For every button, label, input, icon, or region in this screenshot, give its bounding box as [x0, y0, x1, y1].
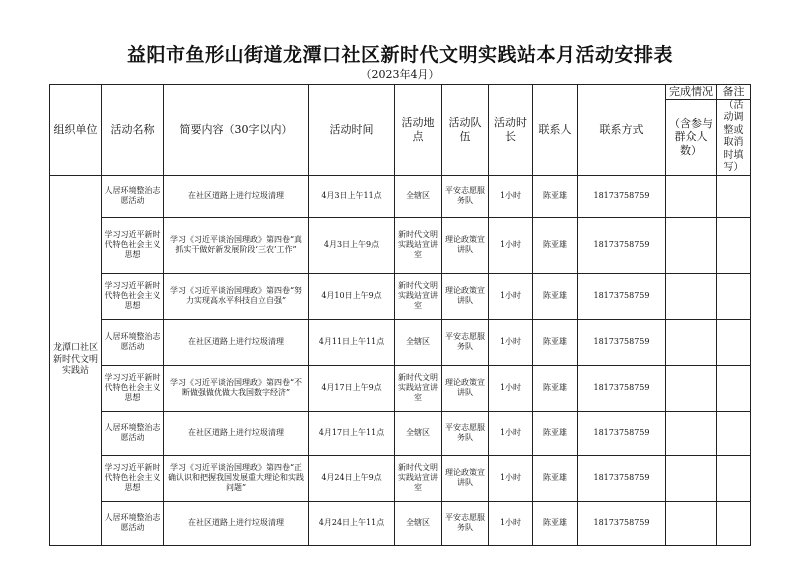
cell-remarks [717, 455, 751, 501]
cell-duration: 1小时 [489, 411, 533, 455]
cell-completion [666, 455, 717, 501]
cell-completion [666, 273, 717, 319]
cell-place: 全辖区 [395, 175, 442, 217]
cell-phone: 18173758759 [578, 217, 666, 273]
cell-time: 4月3日上午11点 [309, 175, 395, 217]
table-row [50, 455, 751, 501]
cell-content: 在社区道路上进行垃圾清理 [164, 175, 309, 217]
table-row [50, 365, 751, 411]
table-row [50, 411, 751, 455]
cell-content: 在社区道路上进行垃圾清理 [164, 411, 309, 455]
cell-place: 全辖区 [395, 411, 442, 455]
cell-team: 理论政策宣讲队 [442, 273, 489, 319]
cell-time: 4月17日上午9点 [309, 365, 395, 411]
cell-phone: 18173758759 [578, 501, 666, 545]
cell-name: 人居环境整治志愿活动 [102, 411, 164, 455]
cell-team: 平安志愿服务队 [442, 319, 489, 365]
cell-completion [666, 175, 717, 217]
cell-place: 新时代文明实践站宣讲室 [395, 217, 442, 273]
cell-remarks [717, 319, 751, 365]
cell-time: 4月24日上午11点 [309, 501, 395, 545]
cell-duration: 1小时 [489, 175, 533, 217]
org-unit-cell: 龙潭口社区新时代文明实践站 [50, 175, 102, 545]
cell-phone: 18173758759 [578, 273, 666, 319]
header-completion: 完成情况 [666, 85, 717, 100]
cell-content: 学习《习近平谈治国理政》第四卷“不断做强做优做大我国数字经济” [164, 365, 309, 411]
cell-team: 平安志愿服务队 [442, 501, 489, 545]
cell-phone: 18173758759 [578, 319, 666, 365]
cell-team: 理论政策宣讲队 [442, 217, 489, 273]
cell-duration: 1小时 [489, 319, 533, 365]
cell-duration: 1小时 [489, 217, 533, 273]
cell-completion [666, 501, 717, 545]
cell-name: 学习习近平新时代特色社会主义思想 [102, 217, 164, 273]
header-remarks: 备注 [717, 85, 751, 100]
cell-time: 4月10日上午9点 [309, 273, 395, 319]
cell-remarks [717, 273, 751, 319]
cell-contact: 陈亚雄 [533, 365, 578, 411]
cell-team: 理论政策宣讲队 [442, 365, 489, 411]
cell-contact: 陈亚雄 [533, 501, 578, 545]
cell-content: 在社区道路上进行垃圾清理 [164, 501, 309, 545]
cell-phone: 18173758759 [578, 411, 666, 455]
header-place: 活动地点 [395, 85, 442, 176]
header-name: 活动名称 [102, 85, 164, 176]
cell-contact: 陈亚雄 [533, 455, 578, 501]
header-org: 组织单位 [50, 85, 102, 176]
document-subtitle: （2023年4月） [360, 68, 440, 81]
cell-name: 学习习近平新时代特色社会主义思想 [102, 273, 164, 319]
cell-team: 平安志愿服务队 [442, 175, 489, 217]
header-contact: 联系人 [533, 85, 578, 176]
cell-time: 4月24日上午9点 [309, 455, 395, 501]
header-remarks-sub: （活动调整或取消时填写） [717, 99, 751, 175]
header-completion-sub: （含参与群众人数） [666, 99, 717, 175]
table-row [50, 273, 751, 319]
cell-completion [666, 319, 717, 365]
table-row [50, 319, 751, 365]
header-phone: 联系方式 [578, 85, 666, 176]
activity-table [49, 84, 751, 546]
cell-remarks [717, 217, 751, 273]
cell-remarks [717, 175, 751, 217]
header-duration: 活动时长 [489, 85, 533, 176]
cell-place: 新时代文明实践站宣讲室 [395, 273, 442, 319]
header-time: 活动时间 [309, 85, 395, 176]
cell-name: 人居环境整治志愿活动 [102, 501, 164, 545]
cell-content: 学习《习近平谈治国理政》第四卷“正确认识和把握我国发展重大理论和实践问题” [164, 455, 309, 501]
cell-completion [666, 217, 717, 273]
cell-duration: 1小时 [489, 455, 533, 501]
cell-phone: 18173758759 [578, 455, 666, 501]
cell-contact: 陈亚雄 [533, 319, 578, 365]
cell-content: 在社区道路上进行垃圾清理 [164, 319, 309, 365]
cell-name: 学习习近平新时代特色社会主义思想 [102, 365, 164, 411]
cell-place: 全辖区 [395, 501, 442, 545]
table-row [50, 501, 751, 545]
cell-duration: 1小时 [489, 501, 533, 545]
cell-remarks [717, 501, 751, 545]
cell-content: 学习《习近平谈治国理政》第四卷“努力实现高水平科技自立自强” [164, 273, 309, 319]
cell-contact: 陈亚雄 [533, 175, 578, 217]
table-row [50, 217, 751, 273]
cell-phone: 18173758759 [578, 365, 666, 411]
cell-time: 4月11日上午11点 [309, 319, 395, 365]
cell-contact: 陈亚雄 [533, 411, 578, 455]
cell-name: 人居环境整治志愿活动 [102, 175, 164, 217]
cell-time: 4月3日上午9点 [309, 217, 395, 273]
cell-place: 新时代文明实践站宣讲室 [395, 365, 442, 411]
header-team: 活动队伍 [442, 85, 489, 176]
document-title: 益阳市鱼形山街道龙潭口社区新时代文明实践站本月活动安排表 [126, 44, 673, 66]
cell-duration: 1小时 [489, 365, 533, 411]
cell-phone: 18173758759 [578, 175, 666, 217]
cell-contact: 陈亚雄 [533, 217, 578, 273]
cell-content: 学习《习近平谈治国理政》第四卷“真抓实干做好新发展阶段‘三农’工作” [164, 217, 309, 273]
cell-duration: 1小时 [489, 273, 533, 319]
cell-team: 平安志愿服务队 [442, 411, 489, 455]
cell-completion [666, 411, 717, 455]
cell-team: 理论政策宣讲队 [442, 455, 489, 501]
cell-name: 人居环境整治志愿活动 [102, 319, 164, 365]
cell-time: 4月17日上午11点 [309, 411, 395, 455]
cell-remarks [717, 365, 751, 411]
table-row [50, 175, 751, 217]
cell-completion [666, 365, 717, 411]
cell-place: 全辖区 [395, 319, 442, 365]
cell-contact: 陈亚雄 [533, 273, 578, 319]
cell-name: 学习习近平新时代特色社会主义思想 [102, 455, 164, 501]
cell-remarks [717, 411, 751, 455]
cell-place: 新时代文明实践站宣讲室 [395, 455, 442, 501]
header-content: 简要内容（30字以内） [164, 85, 309, 176]
